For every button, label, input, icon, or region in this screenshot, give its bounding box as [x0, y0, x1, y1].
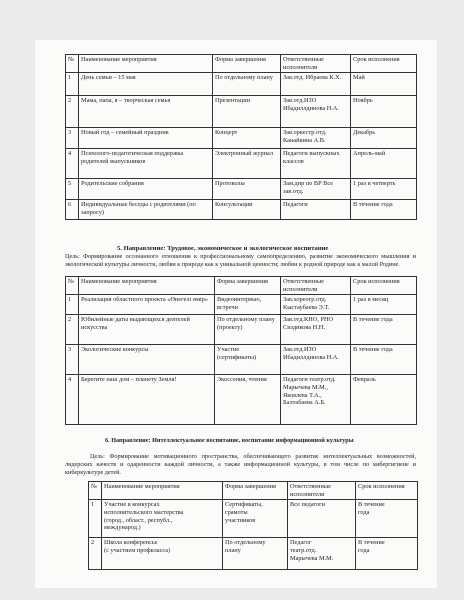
col-resp-header: Ответственные исполнители	[288, 482, 356, 500]
table-row: 1 Реализация областного проекта «Өнегелі өмір» Видеоинтервью, встречи Зав.хореогр.отд. Кыстаубаева Э.Т. 1 раз в месяц	[66, 295, 417, 315]
col-term-header: Срок исполнения	[356, 482, 418, 500]
section-5-goal: Цель: Формирование осознанного отношения к профессиональному самоопределению, развитие экономического мышления и экологической культуры личности, любви к природе как к уникальной ценности; любви к родной природе как к малой Родине.	[65, 253, 416, 268]
table-row: 1 День семьи – 15 мая По отдельному плану Зав.отд. Ибраева К.Х. Май	[66, 73, 417, 96]
table-1	[65, 54, 417, 220]
col-num-header: №	[89, 482, 102, 500]
col-form-header: Форма завершения	[223, 482, 288, 500]
table-row: 5 Родительские собрания Протоколы Зам.дир по ВР Все зав.отд. 1 раз в четверть	[66, 179, 417, 200]
table-row: 6 Индивидуальные беседы с родителями (по запросу) Консультации Педагоги В течение года	[66, 200, 417, 220]
table-row: 3 Экологические конкурсы Участие (сертификаты) Зав.отд.ИЗО Ибадиллдинова Н.А. В течение года	[66, 345, 417, 375]
col-num-header: №	[66, 277, 79, 295]
table-row: 2 Мама, папа, я – творческая семья Презентации Зав.отд.ИЗО Ибадиллдинова Н.А. Ноябрь	[66, 96, 417, 128]
table-row: 4 Берегите наш дом – планету Земля! Экоссения, чтения Педагоги театр.отд. Марычева М.М., Яковлева Т.А., Балтабаева А.Б. Февраль	[66, 375, 417, 425]
col-form-header: Форма завершения	[215, 277, 281, 295]
col-term-header: Срок исполнения	[351, 277, 417, 295]
section-6-title	[65, 437, 416, 445]
col-term-header: Срок исполнения	[351, 55, 417, 73]
section-6-title-text: 6. Направление: Интеллектуальное воспитание, воспитание информационной культуры	[105, 437, 354, 444]
table-header-row	[89, 482, 418, 500]
table-3	[88, 481, 418, 570]
table-2	[65, 276, 417, 425]
table-header-row	[66, 277, 417, 295]
col-num-header: №	[66, 55, 79, 73]
col-event-header: Наименование мероприятия	[102, 482, 223, 500]
section-5-title: 5. Направление: Трудовое, экономическое и экологическое воспитание	[117, 245, 329, 252]
col-event-header: Наименование мероприятия	[79, 55, 213, 73]
table-row: 2 Юбилейные даты выдающихся деятелей искусства По отдельному плану (проекту) Зав.отд.КНО, РНО Сиздикова Н.Н. В течение года	[66, 315, 417, 345]
table-row: 1 Участие в конкурсах исполнительского мастерства (город., област., республ., международ.) Сертификаты, грамоты участников Все педагоги В течение года	[89, 500, 418, 538]
section-6-goal: Цель: Формирование мотивационного пространства, обеспечивающего развитие интеллектуальных возможностей, лидерских качеств и одаренности каждой личности, а также информационной культуры, в том числе по кибергигиене и киберкультуре детей.	[65, 453, 416, 476]
table-row: 4 Психолого-педагогическая поддержка родителей выпускников Электронный журнал Педагоги выпускных классов Апрель-май	[66, 149, 417, 179]
table-row: 3 Новый год – семейный праздник Концерт Зав.оркестр.отд. Канайкина А.В. Декабрь	[66, 128, 417, 149]
col-event-header: Наименование мероприятия	[79, 277, 215, 295]
col-resp-header: Ответственные исполнители	[281, 277, 351, 295]
col-form-header: Форма завершения	[213, 55, 281, 73]
col-resp-header: Ответственные исполнители	[281, 55, 351, 73]
table-row: 2 Школа конференсье (с участием профкласса) По отдельному плану Педагог театр.отд. Марычева М.М. В течение года	[89, 538, 418, 570]
table-header-row	[66, 55, 417, 73]
document-page	[35, 40, 437, 588]
